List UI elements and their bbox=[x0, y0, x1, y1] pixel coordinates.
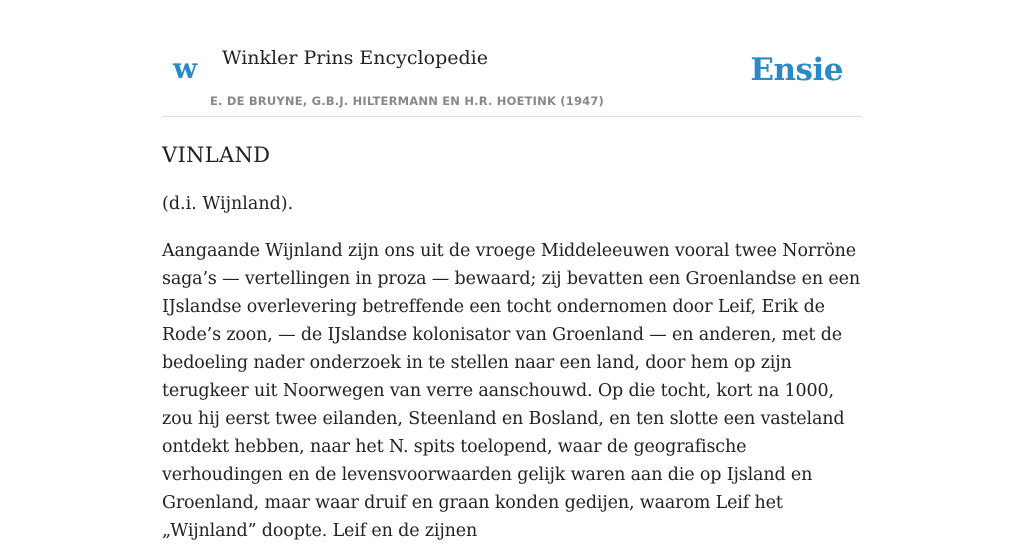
entry-content bbox=[162, 139, 862, 545]
entry-body: Aangaande Wijnland zijn ons uit de vroege Middeleeuwen vooral twee Norröne saga’s — vertellingen in proza — bewaard; zij bevatten een Groenlandse en een IJslandse overlevering betreffende een tocht ondernomen door Leif, Erik de Rode’s zoon, — de IJslandse kolonisator van Groenland — en anderen, met de bedoeling nader onderzoek in te stellen naar een land, door hem op zijn terugkeer uit Noorwegen van verre aanschouwd. Op die tocht, kort na 1000, zou hij eerst twee eilanden, Steenland en Bosland, en ten slotte een vasteland ontdekt hebben, naar het N. spits toelopend, waar de geografische verhoudingen en de levensvoorwaarden gelijk waren aan die op Ijsland en Groenland, maar waar druif en graan konden gedijen, waarom Leif het „Wijnland” doopte. Leif en de zijnen bbox=[162, 241, 860, 541]
site-header bbox=[162, 0, 862, 117]
source-title-link[interactable]: Winkler Prins Encyclopedie bbox=[222, 47, 488, 69]
winkler-prins-logo[interactable]: w bbox=[173, 52, 198, 85]
ensie-logo[interactable]: Ensie bbox=[750, 52, 843, 88]
source-authors: E. DE BRUYNE, G.B.J. HILTERMANN EN H.R. HOETINK (1947) bbox=[210, 94, 605, 108]
entry-subtitle: (d.i. Wijnland). bbox=[162, 194, 294, 214]
entry-title: VINLAND bbox=[162, 143, 271, 167]
